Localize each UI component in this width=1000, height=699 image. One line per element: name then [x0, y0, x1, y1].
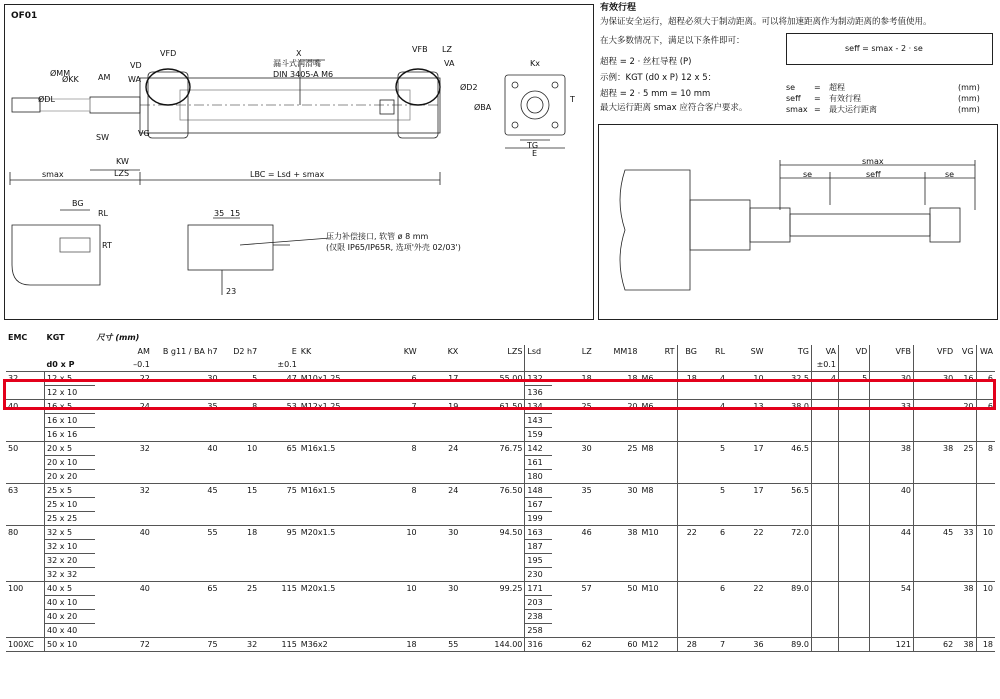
col-rl: RL [715, 346, 726, 356]
cell-kk: M36x2 [299, 638, 367, 652]
cell-lsd: 180 [525, 470, 552, 484]
cell-bg: 28 [677, 638, 699, 652]
cell-vd [839, 400, 870, 442]
cell-bg [677, 484, 699, 526]
cell-lz: 46 [552, 526, 594, 582]
label-omm: ØMM [50, 69, 71, 78]
cell-emc: 80 [6, 526, 45, 582]
col-kgt-sub: d0 x P [46, 360, 75, 370]
symbol-seff-eq: = [814, 94, 821, 103]
symbol-smax-desc: 最大运行距离 [829, 105, 877, 114]
cell-sw: 10 [727, 372, 766, 400]
cell-kx: 17 [419, 372, 461, 400]
label-od2: ØD2 [460, 83, 478, 92]
col-tg: TG [797, 346, 809, 356]
cell-d2: 18 [220, 526, 260, 582]
cell-lsd: 230 [525, 568, 552, 582]
cell-kx: 24 [419, 484, 461, 526]
cell-kw: 8 [367, 442, 419, 484]
cell-bg [677, 400, 699, 442]
cell-vfd: 38 [914, 442, 956, 484]
cell-kgt: 16 x 16 [45, 428, 95, 442]
cell-d2: 8 [220, 400, 260, 442]
cell-bg: 18 [677, 372, 699, 400]
cell-rl: 4 [699, 372, 727, 400]
cell-vd [839, 526, 870, 582]
cell-vg: 33 [955, 526, 976, 582]
cell-e: 95 [259, 526, 299, 582]
col-kgt: KGT [46, 333, 65, 343]
cell-vg: 16 [955, 372, 976, 400]
cell-emc: 50 [6, 442, 45, 484]
col-e: E [291, 346, 297, 356]
cell-kx: 19 [419, 400, 461, 442]
cell-mm: 30 [594, 484, 640, 526]
label-lube-line2: DIN 3405-A M6 [273, 70, 334, 79]
col-vfd: VFD [914, 345, 956, 359]
cell-e: 53 [259, 400, 299, 442]
cell-lzs: 55.00 [460, 372, 525, 400]
cell-kgt: 12 x 10 [45, 386, 95, 400]
cell-lsd: 195 [525, 554, 552, 568]
cell-vfd: 62 [914, 638, 956, 652]
table-header-row-1 [6, 331, 995, 345]
cell-lsd: 163 [525, 526, 552, 540]
cell-kk: M20x1.5 [299, 526, 367, 582]
symbol-smax-eq: = [814, 105, 821, 114]
label-vg: VG [138, 129, 150, 138]
col-bg: BG [677, 345, 699, 359]
cell-d2: 32 [220, 638, 260, 652]
cell-vfd [914, 582, 956, 638]
cell-emc: 100 [6, 582, 45, 638]
cell-rt: M12 [640, 638, 678, 652]
cell-vfd [914, 484, 956, 526]
cell-e: 47 [259, 372, 299, 400]
cell-kx: 30 [419, 582, 461, 638]
table-row [6, 372, 995, 386]
col-lz: LZ [581, 346, 592, 356]
cell-vfb: 30 [870, 372, 914, 400]
cell-kgt: 40 x 5 [45, 582, 95, 596]
label-tg: TG [527, 141, 539, 150]
cell-lz: 57 [552, 582, 594, 638]
cell-sw: 36 [727, 638, 766, 652]
cell-rl: 6 [699, 526, 727, 582]
cell-e: 115 [259, 582, 299, 638]
col-lsd: Lsd [525, 345, 552, 359]
table-row [6, 484, 995, 498]
symbol-smax: smax [786, 105, 808, 114]
cell-kgt: 16 x 10 [45, 414, 95, 428]
cell-mm: 20 [594, 400, 640, 442]
cell-emc: 40 [6, 400, 45, 442]
cell-kgt: 16 x 5 [45, 400, 95, 414]
label-rl: RL [98, 209, 109, 218]
cell-e: 75 [259, 484, 299, 526]
cell-vfb: 54 [870, 582, 914, 638]
label-lube-line1: 漏斗式润滑嘴 [273, 59, 321, 68]
cell-vd: 5 [839, 372, 870, 400]
label-wa-left: WA [128, 75, 141, 84]
cell-kk: M10x1.25 [299, 372, 367, 400]
cell-kw: 18 [367, 638, 419, 652]
cell-kgt: 25 x 5 [45, 484, 95, 498]
col-va: VA [811, 345, 838, 359]
cell-am: 40 [95, 526, 152, 582]
col-kk: KK [300, 346, 312, 356]
cell-kgt: 12 x 5 [45, 372, 95, 386]
cell-lsd: 238 [525, 610, 552, 624]
cell-emc: 100XC [6, 638, 45, 652]
cell-tg: 46.5 [766, 442, 812, 484]
cell-vfd: 45 [914, 526, 956, 582]
col-vg: VG [961, 346, 974, 356]
label-e: E [532, 149, 538, 158]
cell-vg [955, 484, 976, 526]
cell-kgt: 32 x 20 [45, 554, 95, 568]
cell-vfb: 44 [870, 526, 914, 582]
table-row [6, 400, 995, 414]
label-va: VA [444, 59, 455, 68]
col-lzs: LZS [507, 346, 523, 356]
cell-vfd [914, 400, 956, 442]
cell-e: 115 [259, 638, 299, 652]
cell-rl: 6 [699, 582, 727, 638]
cell-tg: 89.0 [766, 638, 812, 652]
cell-rt: M8 [640, 442, 678, 484]
panel-tag: OF01 [11, 11, 38, 21]
cell-kgt: 20 x 20 [45, 470, 95, 484]
cell-kw: 7 [367, 400, 419, 442]
cell-am: 40 [95, 582, 152, 638]
info-line-3: 超程 = 2 · 丝杠导程 (P) [600, 57, 692, 67]
cell-kgt: 25 x 25 [45, 512, 95, 526]
cell-am: 24 [95, 400, 152, 442]
label-x: X [296, 49, 302, 58]
cell-tg: 72.0 [766, 526, 812, 582]
label-vd: VD [130, 61, 142, 70]
cell-vfb: 33 [870, 400, 914, 442]
symbol-smax-unit: (mm) [958, 105, 980, 114]
cell-wa: 18 [976, 638, 995, 652]
info-line-6: 最大运行距离 smax 应符合客户要求。 [600, 103, 748, 113]
table-row [6, 526, 995, 540]
cell-sw: 17 [727, 442, 766, 484]
label-bg: BG [72, 199, 84, 208]
cell-lz: 35 [552, 484, 594, 526]
label-kw: KW [116, 157, 129, 166]
cell-va [811, 582, 838, 638]
cell-sw: 13 [727, 400, 766, 442]
cell-b: 45 [152, 484, 220, 526]
cell-vd [839, 638, 870, 652]
cell-kw: 8 [367, 484, 419, 526]
label-dim-35: 35 [214, 209, 225, 218]
cell-am: 22 [95, 372, 152, 400]
cell-mm: 38 [594, 526, 640, 582]
cell-tg: 89.0 [766, 582, 812, 638]
cell-emc: 63 [6, 484, 45, 526]
cell-lzs: 99.25 [460, 582, 525, 638]
col-e-tol: ±0.1 [277, 360, 297, 370]
cell-kk: M20x1.5 [299, 582, 367, 638]
label-kx: Kx [530, 59, 540, 68]
col-va-tol: ±0.1 [811, 358, 838, 372]
cell-lz: 18 [552, 372, 594, 400]
cell-kk: M12x1.25 [299, 400, 367, 442]
diagram-label-se-right: se [945, 170, 955, 179]
dimensions-table [6, 331, 995, 652]
label-pressure-line2: (仅限 IP65/IP65R, 选项'外壳 02/03') [326, 243, 461, 252]
formula-text: seff = smax - 2 · se [845, 44, 923, 53]
cell-kw: 6 [367, 372, 419, 400]
cell-vg: 38 [955, 582, 976, 638]
cell-vfb: 121 [870, 638, 914, 652]
cell-vg: 20 [955, 400, 976, 442]
cell-rl: 5 [699, 484, 727, 526]
cell-b: 65 [152, 582, 220, 638]
cell-lsd: 199 [525, 512, 552, 526]
cell-lzs: 76.75 [460, 442, 525, 484]
symbol-se-eq: = [814, 83, 821, 92]
info-line-1: 为保证安全运行，超程必须大于制动距离。可以将加速距离作为制动距离的参考值使用。 [600, 17, 932, 27]
cell-kgt: 50 x 10 [45, 638, 95, 652]
cell-bg [677, 442, 699, 484]
label-sw: SW [96, 133, 109, 142]
cell-va [811, 400, 838, 442]
cell-kgt: 20 x 5 [45, 442, 95, 456]
cell-lsd: 171 [525, 582, 552, 596]
cell-am: 72 [95, 638, 152, 652]
diagram-label-smax: smax [862, 157, 884, 166]
label-lzs: LZS [114, 169, 130, 178]
cell-kgt: 32 x 10 [45, 540, 95, 554]
cell-lsd: 136 [525, 386, 552, 400]
info-line-2: 在大多数情况下，满足以下条件即可： [600, 36, 745, 46]
cell-lsd: 187 [525, 540, 552, 554]
label-pressure-line1: 压力补偿接口, 软管 ø 8 mm [326, 232, 429, 241]
cell-lsd: 258 [525, 624, 552, 638]
label-dim-23: 23 [226, 287, 237, 296]
cell-tg: 32.5 [766, 372, 812, 400]
cell-rt: M10 [640, 526, 678, 582]
cell-rl: 7 [699, 638, 727, 652]
cell-lzs: 144.00 [460, 638, 525, 652]
cell-vfd: 30 [914, 372, 956, 400]
col-kx: KX [447, 346, 459, 356]
label-vfd: VFD [160, 49, 177, 58]
cell-e: 65 [259, 442, 299, 484]
symbol-seff-desc: 有效行程 [829, 94, 861, 103]
label-lbc: LBC = Lsd + smax [250, 170, 325, 179]
label-t: T [570, 95, 575, 104]
cell-vd [839, 582, 870, 638]
col-b: B g11 / BA h7 [162, 346, 218, 356]
cell-lsd: 148 [525, 484, 552, 498]
cell-b: 75 [152, 638, 220, 652]
cell-va [811, 526, 838, 582]
cell-lsd: 142 [525, 442, 552, 456]
cell-wa: 6 [976, 372, 995, 400]
label-oba: ØBA [474, 103, 492, 112]
col-sw: SW [750, 346, 764, 356]
cell-d2: 5 [220, 372, 260, 400]
col-vfb: VFB [870, 345, 914, 359]
symbol-se-unit: (mm) [958, 83, 980, 92]
cell-wa: 10 [976, 582, 995, 638]
cell-b: 40 [152, 442, 220, 484]
cell-va [811, 484, 838, 526]
cell-lsd: 161 [525, 456, 552, 470]
cell-kgt: 32 x 32 [45, 568, 95, 582]
info-line-4: 示例：KGT (d0 x P) 12 x 5： [600, 73, 717, 83]
cell-lsd: 203 [525, 596, 552, 610]
cell-mm: 60 [594, 638, 640, 652]
cell-rl: 5 [699, 442, 727, 484]
cell-rt: M10 [640, 582, 678, 638]
label-am: AM [98, 73, 111, 82]
cell-kw: 10 [367, 526, 419, 582]
cell-emc: 32 [6, 372, 45, 400]
cell-rt: M8 [640, 484, 678, 526]
cell-va: 4 [811, 372, 838, 400]
cell-b: 30 [152, 372, 220, 400]
symbol-se-desc: 超程 [829, 83, 845, 92]
cell-lz: 25 [552, 400, 594, 442]
info-title: 有效行程 [600, 3, 637, 13]
label-smax: smax [42, 170, 64, 179]
cell-va [811, 442, 838, 484]
cell-am: 32 [95, 484, 152, 526]
cell-sw: 22 [727, 582, 766, 638]
cell-vfb: 38 [870, 442, 914, 484]
cell-d2: 10 [220, 442, 260, 484]
cell-kgt: 25 x 10 [45, 498, 95, 512]
cell-vd [839, 442, 870, 484]
cell-sw: 22 [727, 526, 766, 582]
stroke-diagram [0, 0, 1000, 330]
cell-lsd: 167 [525, 498, 552, 512]
cell-wa: 8 [976, 442, 995, 484]
cell-lz: 62 [552, 638, 594, 652]
col-emc: EMC [8, 333, 28, 343]
cell-kx: 55 [419, 638, 461, 652]
cell-lzs: 61.50 [460, 400, 525, 442]
label-odl: ØDL [38, 95, 55, 104]
col-vd: VD [839, 345, 870, 359]
label-vfb: VFB [412, 45, 428, 54]
label-okk: ØKK [62, 75, 79, 84]
cell-lz: 30 [552, 442, 594, 484]
col-am-tol: –0.1 [133, 360, 150, 370]
cell-kk: M16x1.5 [299, 484, 367, 526]
cell-d2: 25 [220, 582, 260, 638]
cell-kx: 30 [419, 526, 461, 582]
table-body [6, 372, 995, 652]
info-line-5: 超程 = 2 · 5 mm = 10 mm [600, 89, 711, 99]
symbol-seff-unit: (mm) [958, 94, 980, 103]
cell-b: 55 [152, 526, 220, 582]
col-d2: D2 h7 [233, 346, 258, 356]
cell-kgt: 40 x 20 [45, 610, 95, 624]
cell-wa: 6 [976, 400, 995, 442]
cell-kgt: 32 x 5 [45, 526, 95, 540]
label-lz: LZ [442, 45, 452, 54]
cell-kk: M16x1.5 [299, 442, 367, 484]
col-am: AM [137, 346, 150, 356]
cell-va [811, 638, 838, 652]
cell-lsd: 143 [525, 414, 552, 428]
cell-kgt: 20 x 10 [45, 456, 95, 470]
cell-mm: 18 [594, 372, 640, 400]
cell-vfb: 40 [870, 484, 914, 526]
cell-lsd: 132 [525, 372, 552, 386]
col-mm: MM18 [613, 346, 638, 356]
table-header-row-2 [6, 345, 995, 359]
cell-wa: 10 [976, 526, 995, 582]
cell-rl: 4 [699, 400, 727, 442]
diagram-label-se-left: se [803, 170, 813, 179]
cell-d2: 15 [220, 484, 260, 526]
symbol-se: se [786, 83, 796, 92]
cell-lsd: 316 [525, 638, 552, 652]
cell-lzs: 76.50 [460, 484, 525, 526]
cell-kgt: 40 x 10 [45, 596, 95, 610]
table-row [6, 582, 995, 596]
cell-tg: 56.5 [766, 484, 812, 526]
diagram-label-seff: seff [866, 170, 881, 179]
table-row [6, 442, 995, 456]
table-row [6, 638, 995, 652]
cell-kgt: 40 x 40 [45, 624, 95, 638]
cell-lsd: 134 [525, 400, 552, 414]
col-dim: 尺寸 (mm) [96, 333, 140, 343]
label-dim-15: 15 [230, 209, 241, 218]
table-header-row-3 [6, 358, 995, 372]
cell-kx: 24 [419, 442, 461, 484]
cell-sw: 17 [727, 484, 766, 526]
cell-vd [839, 484, 870, 526]
cell-vg: 25 [955, 442, 976, 484]
col-rt: RT [664, 346, 675, 356]
cell-tg: 38.0 [766, 400, 812, 442]
cell-rt: M6 [640, 400, 678, 442]
label-rt: RT [102, 241, 112, 250]
cell-kw: 10 [367, 582, 419, 638]
cell-wa [976, 484, 995, 526]
col-wa: WA [976, 345, 995, 359]
cell-bg: 22 [677, 526, 699, 582]
cell-bg [677, 582, 699, 638]
col-kw: KW [403, 346, 417, 356]
cell-am: 32 [95, 442, 152, 484]
cell-rt: M6 [640, 372, 678, 400]
cell-mm: 25 [594, 442, 640, 484]
symbol-seff: seff [786, 94, 801, 103]
cell-vg: 38 [955, 638, 976, 652]
cell-b: 35 [152, 400, 220, 442]
cell-lzs: 94.50 [460, 526, 525, 582]
cell-mm: 50 [594, 582, 640, 638]
cell-lsd: 159 [525, 428, 552, 442]
